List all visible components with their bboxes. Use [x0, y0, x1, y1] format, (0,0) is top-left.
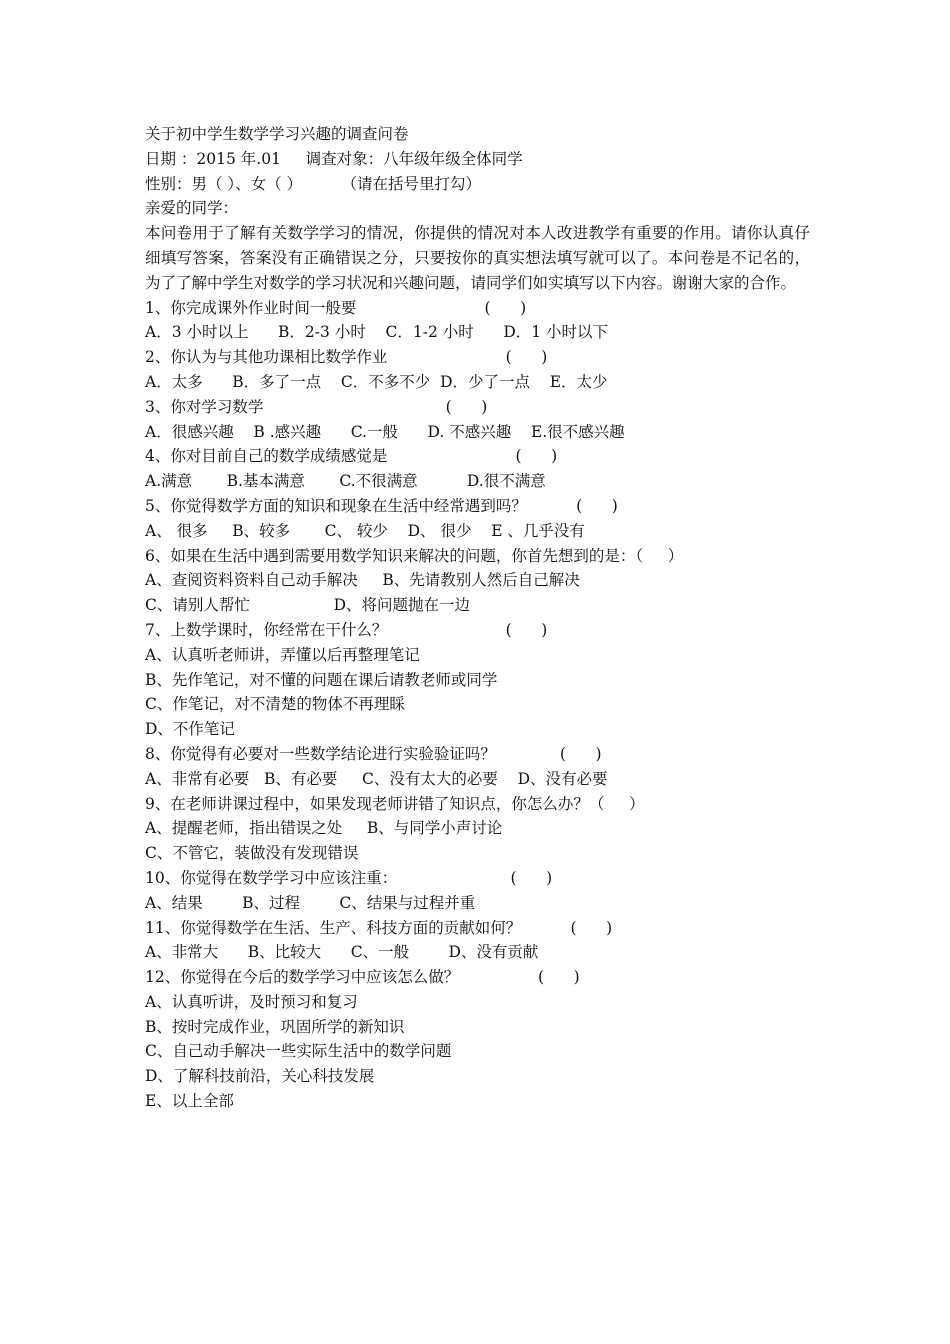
- option-line: A、非常大 B、比较大 C、一般 D、没有贡献: [145, 943, 539, 962]
- option-line: A、提醒老师，指出错误之处 B、与同学小声讨论: [145, 819, 503, 838]
- question-line: 11、你觉得数学在生活、生产、科技方面的贡献如何？ ( ): [145, 918, 613, 937]
- question-line: 6、如果在生活中遇到需要用数学知识来解决的问题，你首先想到的是：（ ）: [145, 546, 684, 565]
- document-title: 关于初中学生数学学习兴趣的调查问卷: [145, 125, 409, 143]
- option-line: C、不管它，装做没有发现错误: [145, 844, 359, 863]
- greeting: 亲爱的同学：: [145, 199, 239, 218]
- option-line: A、非常有必要 B、有必要 C、没有太大的必要 D、没有必要: [145, 769, 608, 788]
- gender-line: 性别：男（ ）、女（ ） （请在括号里打勾）: [145, 174, 482, 193]
- option-line: A、认真听讲，及时预习和复习: [145, 992, 358, 1011]
- option-line: A.满意 B.基本满意 C.不很满意 D.很不满意: [145, 472, 546, 491]
- option-line: A、结果 B、过程 C、结果与过程并重: [145, 893, 476, 912]
- option-line: B、按时完成作业，巩固所学的新知识: [145, 1017, 405, 1036]
- intro-paragraph: 本问卷用于了解有关数学学习的情况，你提供的情况对本人改进教学有重要的作用。请你认真仔细填写答案，答案没有正确错误之分，只要按你的真实想法填写就可以了。本问卷是不记名的，为了了解中学生对数学的学习状况和兴趣问题，请同学们如实填写以下内容。谢谢大家的合作。: [145, 224, 810, 292]
- question-line: 2、你认为与其他功课相比数学作业 ( ): [145, 348, 548, 367]
- option-line: C、请别人帮忙 D、将问题抛在一边: [145, 596, 471, 615]
- question-line: 3、你对学习数学 ( ): [145, 397, 488, 416]
- question-line: 5、你觉得数学方面的知识和现象在生活中经常遇到吗？ ( ): [145, 496, 618, 515]
- option-line: B、先作笔记，对不懂的问题在课后请教老师或同学: [145, 670, 498, 689]
- option-line: A．3 小时以上 B．2-3 小时 C．1-2 小时 D．1 小时以下: [145, 323, 609, 342]
- question-line: 4、你对目前自己的数学成绩感觉是 ( ): [145, 447, 558, 466]
- option-line: C、自己动手解决一些实际生活中的数学问题: [145, 1042, 452, 1061]
- question-list: [145, 296, 810, 1114]
- question-line: 1、你完成课外作业时间一般要 ( ): [145, 298, 527, 317]
- question-line: 7、上数学课时，你经常在干什么？ ( ): [145, 620, 548, 639]
- option-line: A．太多 B．多了一点 C．不多不少 D．少了一点 E．太少: [145, 372, 608, 391]
- option-line: E、以上全部: [145, 1092, 234, 1111]
- questionnaire-document: [145, 122, 810, 1114]
- option-line: C、作笔记，对不清楚的物体不再理睬: [145, 695, 405, 714]
- option-line: D、不作笔记: [145, 720, 235, 739]
- date-line: 日期 ：2015 年.01 调查对象：八年级年级全体同学: [145, 149, 523, 168]
- option-line: A、认真听老师讲，弄懂以后再整理笔记: [145, 645, 420, 664]
- option-line: A、 很多 B、较多 C、 较少 D、 很少 E 、几乎没有: [145, 521, 585, 540]
- question-line: 9、在老师讲课过程中，如果发现老师讲错了知识点，你怎么办？（ ）: [145, 794, 645, 813]
- question-line: 8、你觉得有必要对一些数学结论进行实验验证吗？ ( ): [145, 744, 602, 763]
- option-line: D、了解科技前沿，关心科技发展: [145, 1067, 375, 1086]
- option-line: A、查阅资料资料自己动手解决 B、先请教别人然后自己解决: [145, 571, 580, 590]
- option-line: A．很感兴趣 B .感兴趣 C.一般 D. 不感兴趣 E.很不感兴趣: [145, 422, 625, 441]
- question-line: 12、你觉得在今后的数学学习中应该怎么做？ ( ): [145, 968, 580, 987]
- question-line: 10、你觉得在数学学习中应该注重： ( ): [145, 868, 553, 887]
